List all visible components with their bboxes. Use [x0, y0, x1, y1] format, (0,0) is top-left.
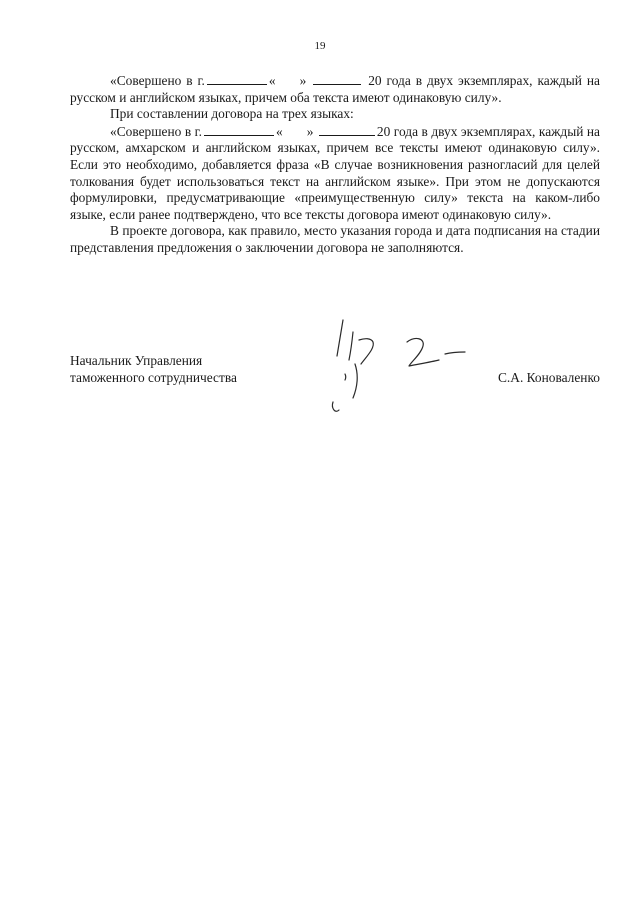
open-quote: « [275, 123, 283, 139]
document-body [70, 72, 600, 257]
month-blank [313, 72, 361, 85]
signatory-position-line2: таможенного сотрудничества [70, 370, 237, 385]
clause-start: «Совершено в г. [110, 73, 205, 88]
paragraph-draft-note: В проекте договора, как правило, место указания города и дата подписания на стадии представления предложения о заключении договора не заполняются. [70, 223, 600, 255]
day-blank [278, 73, 298, 85]
paragraph-three-languages-intro: При составлении договора на трех языках: [110, 106, 354, 122]
paragraph-three-languages-clause [70, 123, 600, 224]
city-blank [207, 72, 267, 85]
open-quote: « [268, 73, 276, 88]
signatory-name: С.А. Коноваленко [498, 370, 600, 385]
paragraph-english-russian-clause [70, 72, 600, 106]
city-blank [204, 123, 274, 136]
clause-rest: 20 года в двух экземплярах, каждый на русском, амхарском и английском языках, причем все тексты имеют одинаковую силу». Если это необходимо, добавляется фраза «В случае возникновения разногласий для целей толкования будет использоваться текст на английском языке». При этом не допускаются формулировки, предусматривающие «преимущественную силу» текста на каком-либо языке, если ранее подтверждено, что все тексты договора имеют одинаковую силу». [70, 123, 600, 222]
signatory-position-line1: Начальник Управления [70, 353, 203, 368]
clause-start: «Совершено в г. [110, 123, 202, 139]
close-quote: » [306, 123, 314, 139]
day-blank [285, 124, 305, 136]
page-number: 19 [314, 40, 326, 52]
month-blank [319, 123, 375, 136]
signature-block [70, 352, 600, 386]
clause-rest: 20 года в двух экземплярах, каждый на русском и английском языках, причем оба текста имеют одинаковую силу». [70, 73, 600, 105]
close-quote: » [299, 73, 307, 88]
